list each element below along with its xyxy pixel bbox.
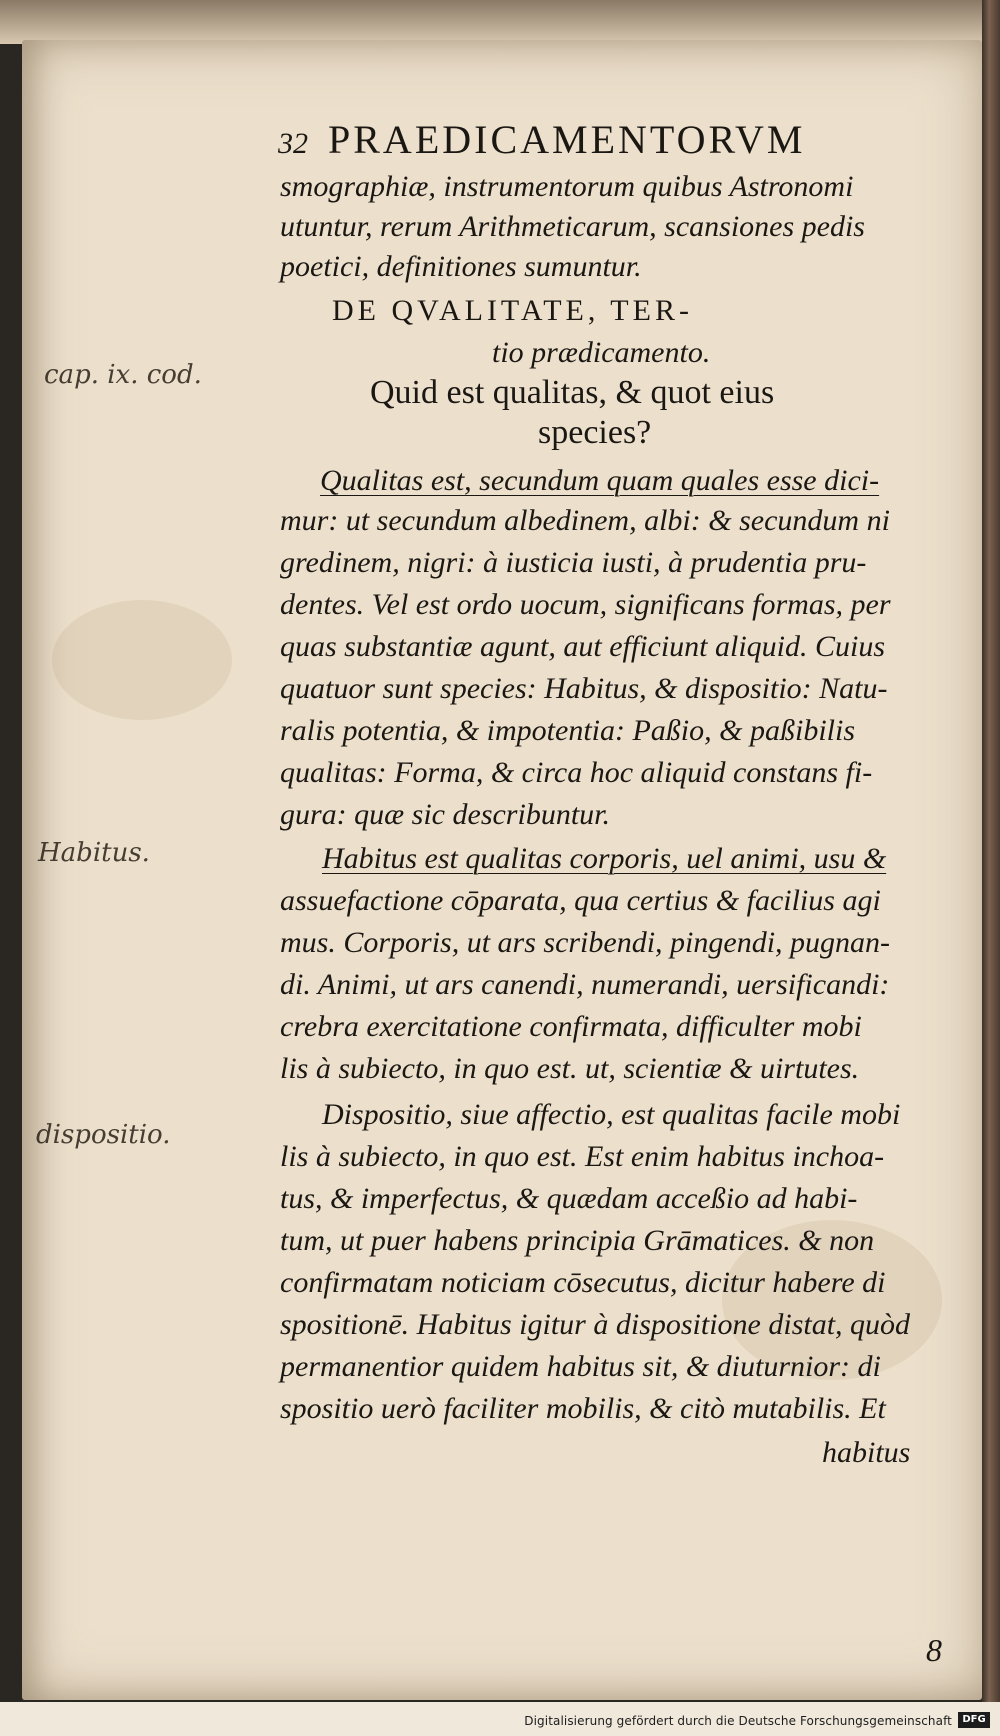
text-line: assuefactione cōparata, qua certius & facilius agi — [280, 884, 881, 917]
text-line: confirmatam noticiam cōsecutus, dicitur habere di — [280, 1266, 886, 1299]
catchword: habitus — [822, 1436, 911, 1469]
text-line: quatuor sunt species: Habitus, & dispositio: Natu- — [280, 672, 888, 705]
text-line: poetici, definitiones sumuntur. — [280, 250, 642, 283]
footer-credit: Digitalisierung gefördert durch die Deutsche Forschungsgemeinschaft — [524, 1714, 952, 1728]
text-line: utuntur, rerum Arithmeticarum, scansiones pedis — [280, 210, 865, 243]
text-line: mus. Corporis, ut ars scribendi, pingendi, pugnan- — [280, 926, 891, 959]
text-line: gura: quæ sic describuntur. — [280, 798, 610, 831]
text-line: quas substantiæ agunt, aut efficiunt aliquid. Cuius — [280, 630, 886, 663]
running-head-title: PRAEDICAMENTORVM — [328, 117, 806, 162]
text-line: smographiæ, instrumentorum quibus Astronomi — [280, 170, 854, 203]
book-top-edge — [0, 0, 1000, 44]
text-line: permanentior quidem habitus sit, & diuturnior: di — [280, 1350, 881, 1383]
margin-note: Habitus. — [38, 838, 150, 868]
section-title: DE QVALITATE, TER- — [332, 294, 693, 327]
text-line: lis à subiecto, in quo est. ut, scientiæ & uirtutes. — [280, 1052, 860, 1085]
dfg-logo-icon: DFG — [958, 1712, 990, 1728]
text-line: mur: ut secundum albedinem, albi: & secundum ni — [280, 504, 890, 537]
section-subtitle: tio prædicamento. — [492, 336, 711, 369]
signature-mark: 8 — [926, 1632, 942, 1668]
text-line: ralis potentia, & impotentia: Paßio, & paßibilis — [280, 714, 855, 747]
text-line: qualitas: Forma, & circa hoc aliquid constans fi- — [280, 756, 873, 789]
text-line: crebra exercitatione confirmata, difficulter mobi — [280, 1010, 862, 1043]
running-head — [278, 116, 805, 163]
question-heading: species? — [538, 414, 652, 451]
paper-stain — [52, 600, 232, 720]
footer-bar — [0, 1702, 1000, 1736]
book-binding-edge — [982, 0, 1000, 1736]
question-heading: Quid est qualitas, & quot eius — [370, 374, 775, 411]
text-line: lis à subiecto, in quo est. Est enim habitus inchoa- — [280, 1140, 885, 1173]
text-line: di. Animi, ut ars canendi, numerandi, uersificandi: — [280, 968, 890, 1001]
text-line: dentes. Vel est ordo uocum, significans formas, per — [280, 588, 891, 621]
text-line: Qualitas est, secundum quam quales esse dici- — [320, 464, 880, 497]
page-number: 32 — [278, 127, 308, 160]
text-line: Dispositio, siue affectio, est qualitas facile mobi — [322, 1098, 901, 1131]
margin-note: cap. ix. cod. — [44, 360, 202, 390]
text-line: spositionē. Habitus igitur à dispositione distat, quòd — [280, 1308, 911, 1341]
margin-note: dispositio. — [36, 1120, 171, 1150]
text-line: tum, ut puer habens principia Grāmatices. & non — [280, 1224, 875, 1257]
text-line: gredinem, nigri: à iusticia iusti, à prudentia pru- — [280, 546, 867, 579]
text-line: tus, & imperfectus, & quædam acceßio ad habi- — [280, 1182, 858, 1215]
text-line: spositio uerò faciliter mobilis, & citò mutabilis. Et — [280, 1392, 886, 1425]
text-line: Habitus est qualitas corporis, uel animi, usu & — [322, 842, 887, 875]
